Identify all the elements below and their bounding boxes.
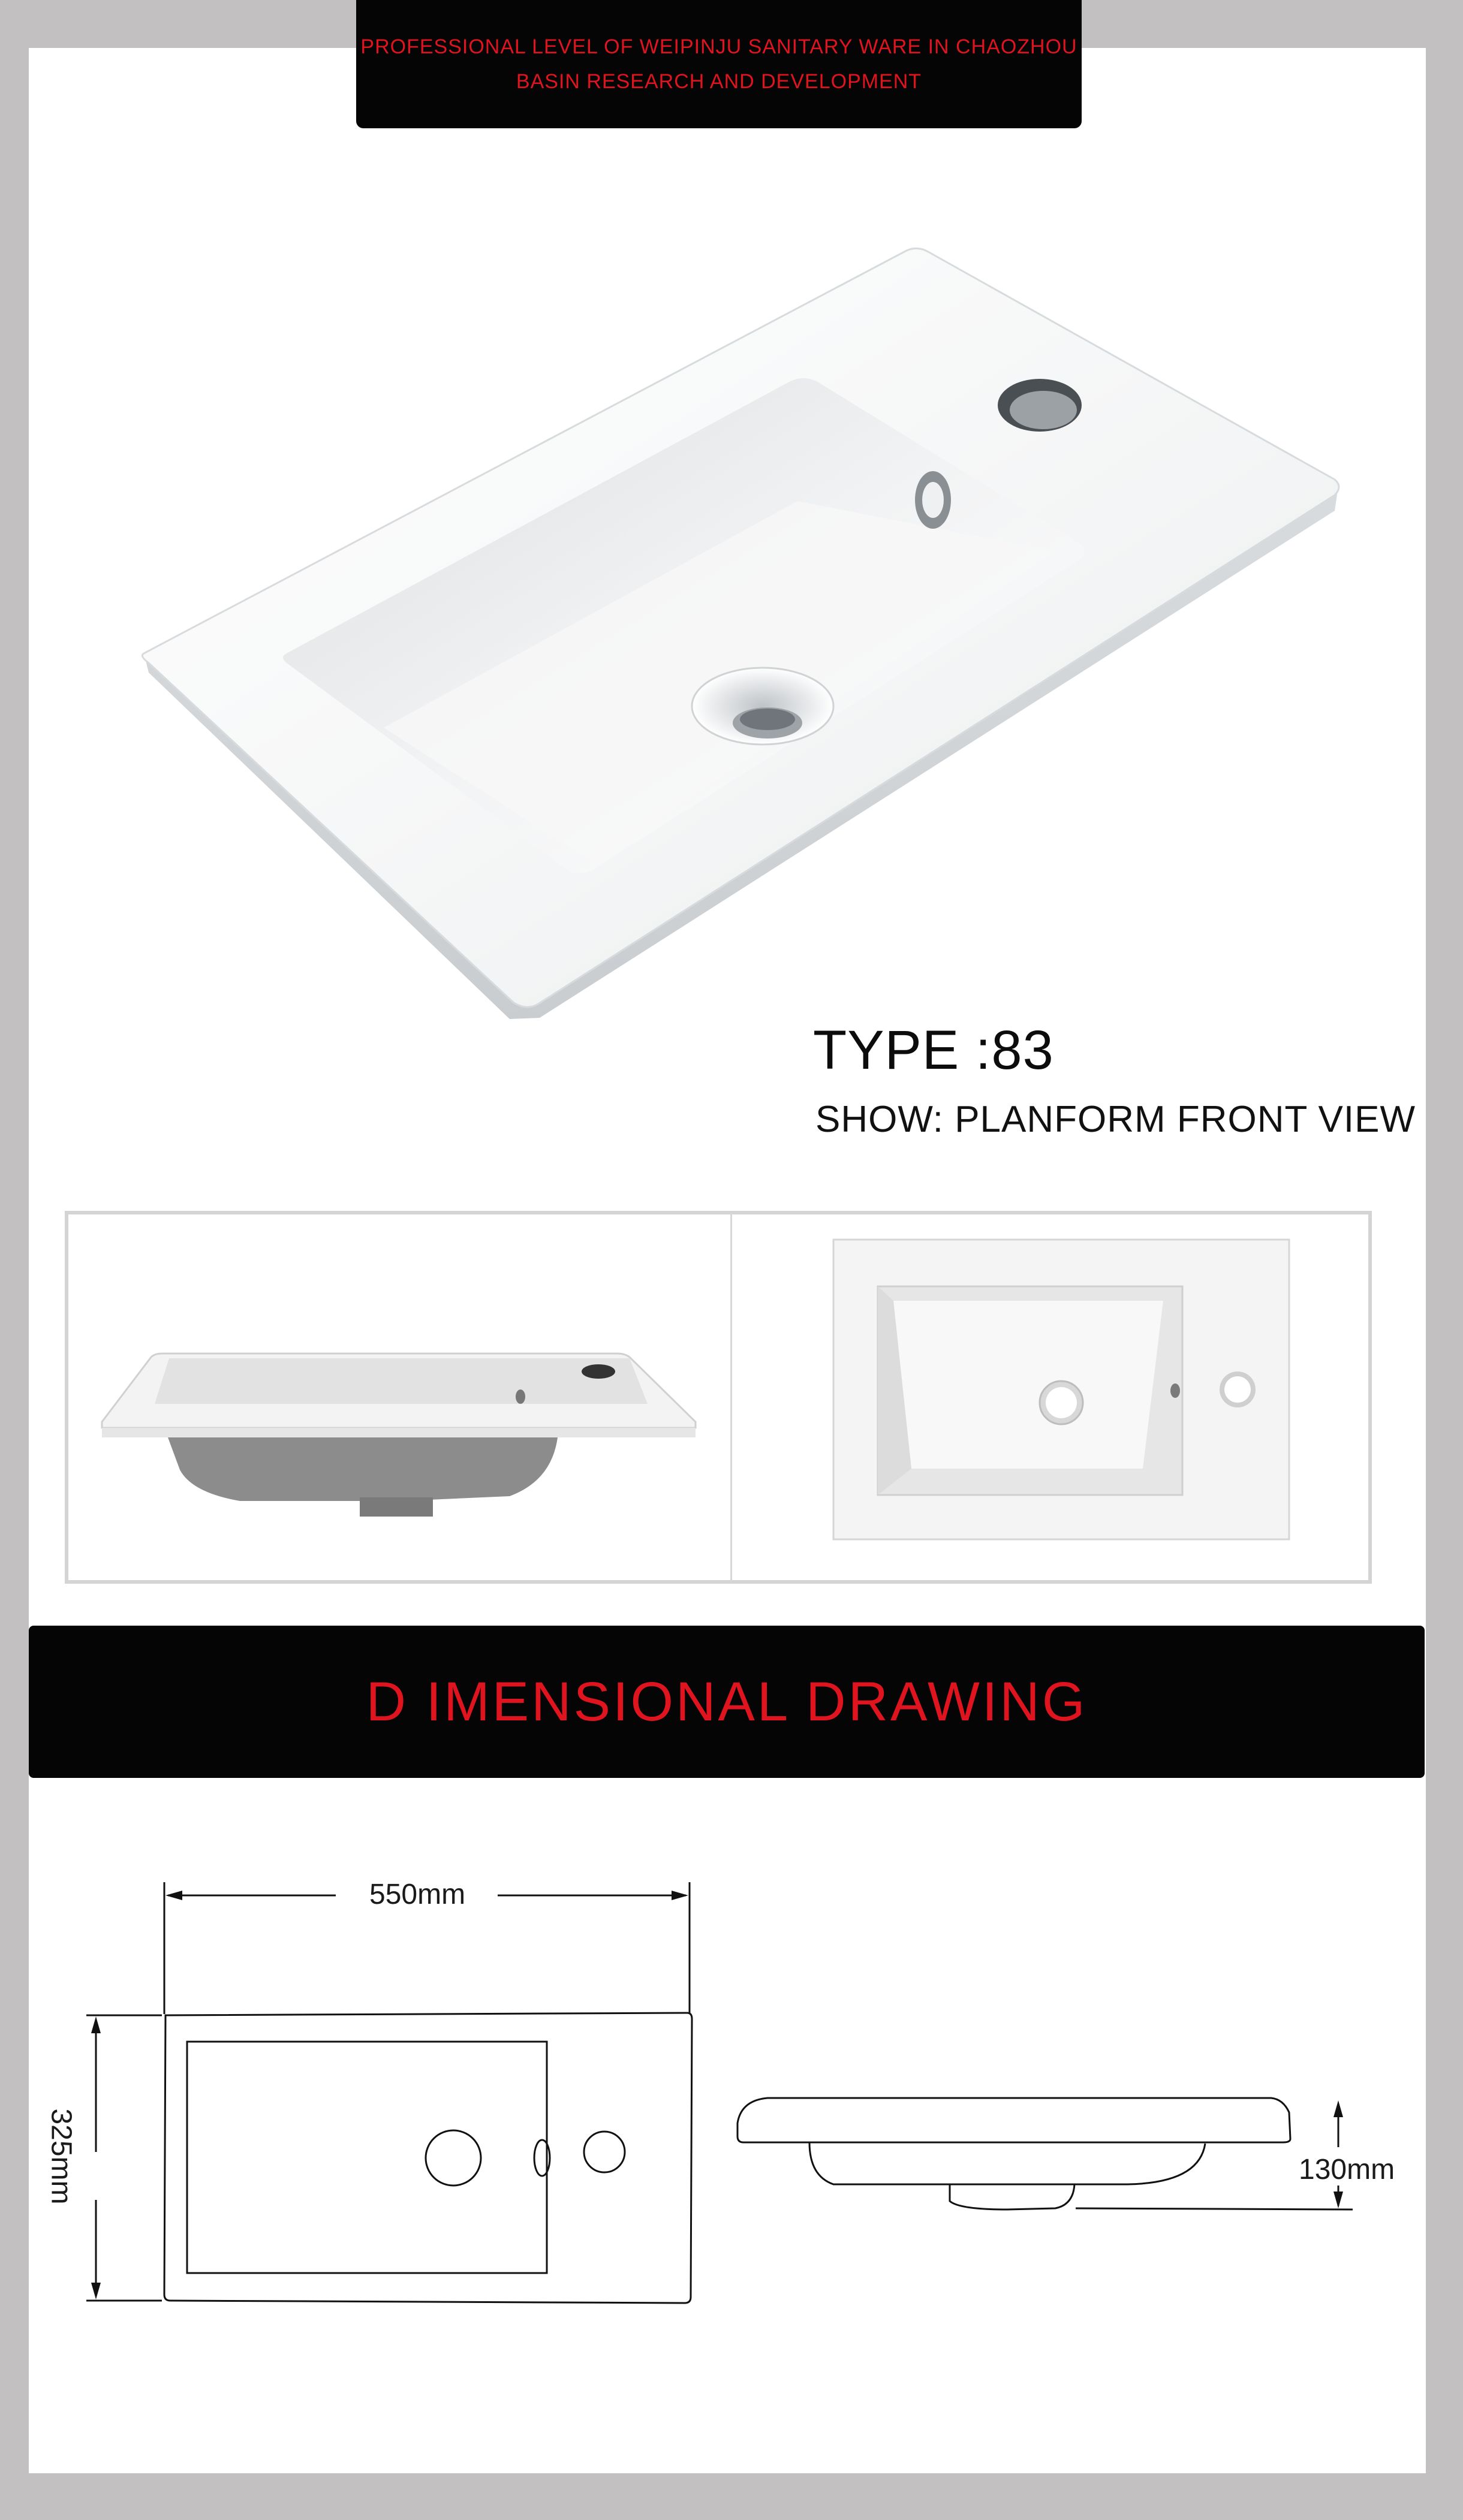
side-view-drawing xyxy=(732,2086,1367,2266)
view-caption: SHOW: PLANFORM FRONT VIEW xyxy=(815,1099,1416,1140)
basin-perspective-image xyxy=(0,0,1463,1049)
basin-top-view-image xyxy=(827,1235,1295,1547)
width-dimension-label: 550mm xyxy=(369,1879,466,1910)
depth-dimension-label: 325mm xyxy=(45,2108,77,2205)
banner-line-1: PROFESSIONAL LEVEL OF WEIPINJU SANITARY WARE IN CHAOZHOU xyxy=(360,35,1077,58)
plan-view-drawing xyxy=(78,1870,702,2314)
banner-line-2: BASIN RESEARCH AND DEVELOPMENT xyxy=(516,70,922,93)
product-type: TYPE :83 xyxy=(813,1020,1054,1081)
views-divider xyxy=(730,1213,732,1581)
basin-front-view-image xyxy=(90,1343,708,1535)
section-header: D IMENSIONAL DRAWING xyxy=(29,1626,1425,1778)
height-dimension-label: 130mm xyxy=(1299,2154,1395,2186)
